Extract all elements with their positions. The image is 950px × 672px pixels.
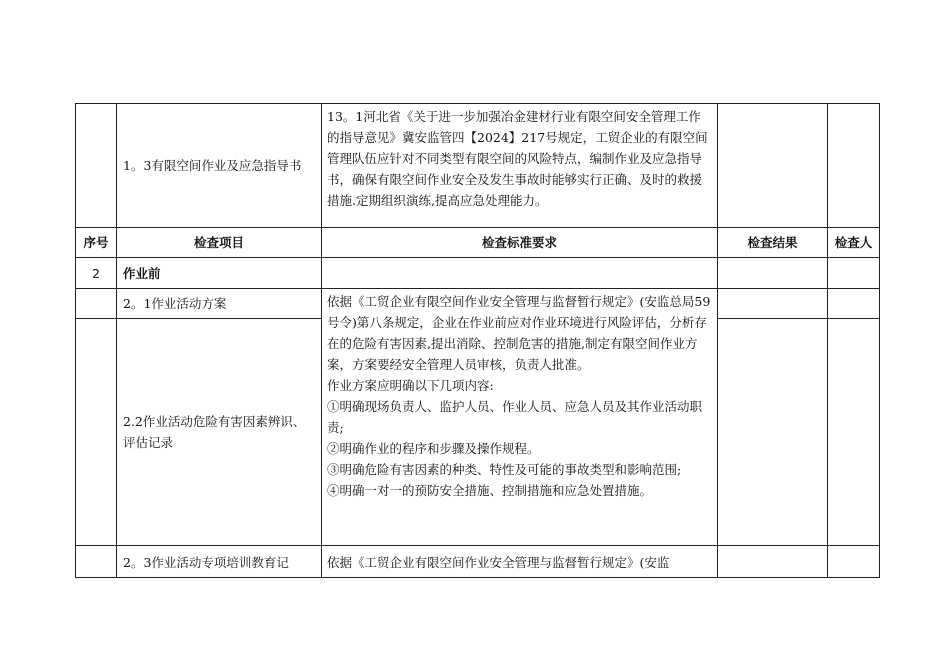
table-row-1-3: [76, 104, 880, 228]
header-index: 序号: [76, 228, 117, 258]
inspection-table: [75, 103, 880, 578]
section-row-2: [76, 258, 880, 289]
section-title: 作业前: [117, 258, 322, 289]
inspector-cell: [828, 104, 880, 228]
standard-cell: [322, 546, 718, 578]
standard-cell-merged: [322, 289, 718, 546]
table-header-row: [76, 228, 880, 258]
standard-point-4: ④明确一对一的预防安全措施、控制措施和应急处置措施。: [327, 483, 653, 498]
standard-text: 依据《工贸企业有限空间作业安全管理与监督暂行规定》(安监: [327, 555, 670, 570]
result-cell: [718, 546, 828, 578]
inspector-cell: [828, 546, 880, 578]
standard-text: 13。1河北省《关于进一步加强冶金建材行业有限空间安全管理工作的指导意见》冀安监管四【2024】217号规定，工贸企业的有限空间管理队伍应针对不同类型有限空间的风险特点，编制作业及应急指导书，确保有限空间作业安全及发生事故时能够实行正确、及时的救援措施.定期组织演练,提高应急处理能力。: [327, 109, 708, 208]
inspector-cell: [828, 319, 880, 546]
header-item: 检查项目: [117, 228, 322, 258]
standard-point-3: ③明确危险有害因素的种类、特性及可能的事故类型和影响范围;: [327, 462, 682, 477]
standard-point-1: ①明确现场负责人、监护人员、作业人员、应急人员及其作业活动职责;: [327, 399, 703, 435]
item-cell: [117, 319, 322, 546]
section-result-cell: [718, 258, 828, 289]
item-cell: [117, 289, 322, 319]
standard-lead: 作业方案应明确以下几项内容:: [327, 378, 494, 393]
item-text: 2。3作业活动专项培训教育记: [123, 555, 289, 570]
header-result: 检查结果: [718, 228, 828, 258]
standard-cell: [322, 104, 718, 228]
item-cell: [117, 104, 322, 228]
index-cell: [76, 319, 117, 546]
inspector-cell: [828, 289, 880, 319]
result-cell: [718, 104, 828, 228]
item-text: 1。3有限空间作业及应急指导书: [123, 158, 302, 173]
section-standard-cell: [322, 258, 718, 289]
index-cell: [76, 289, 117, 319]
header-inspector: 检查人: [828, 228, 880, 258]
item-text: 2。1作业活动方案: [123, 296, 227, 311]
index-cell: [76, 546, 117, 578]
item-text: 2.2作业活动危险有害因素辨识、评估记录: [123, 414, 306, 450]
item-cell: [117, 546, 322, 578]
standard-intro: 依据《工贸企业有限空间作业安全管理与监督暂行规定》(安监总局59号令)第八条规定，企业在作业前应对作业环境进行风险评估，分析存在的危险有害因素,提出消除、控制危害的措施,制定有限空间作业方案，方案要经安全管理人员审核，负责人批准。: [327, 294, 711, 372]
result-cell: [718, 289, 828, 319]
header-standard: 检查标准要求: [322, 228, 718, 258]
index-cell: [76, 104, 117, 228]
table-row-2-3: [76, 546, 880, 578]
section-inspector-cell: [828, 258, 880, 289]
standard-point-2: ②明确作业的程序和步骤及操作规程。: [327, 441, 540, 456]
table-row-2-1: [76, 289, 880, 319]
section-index: 2: [76, 258, 117, 289]
result-cell: [718, 319, 828, 546]
